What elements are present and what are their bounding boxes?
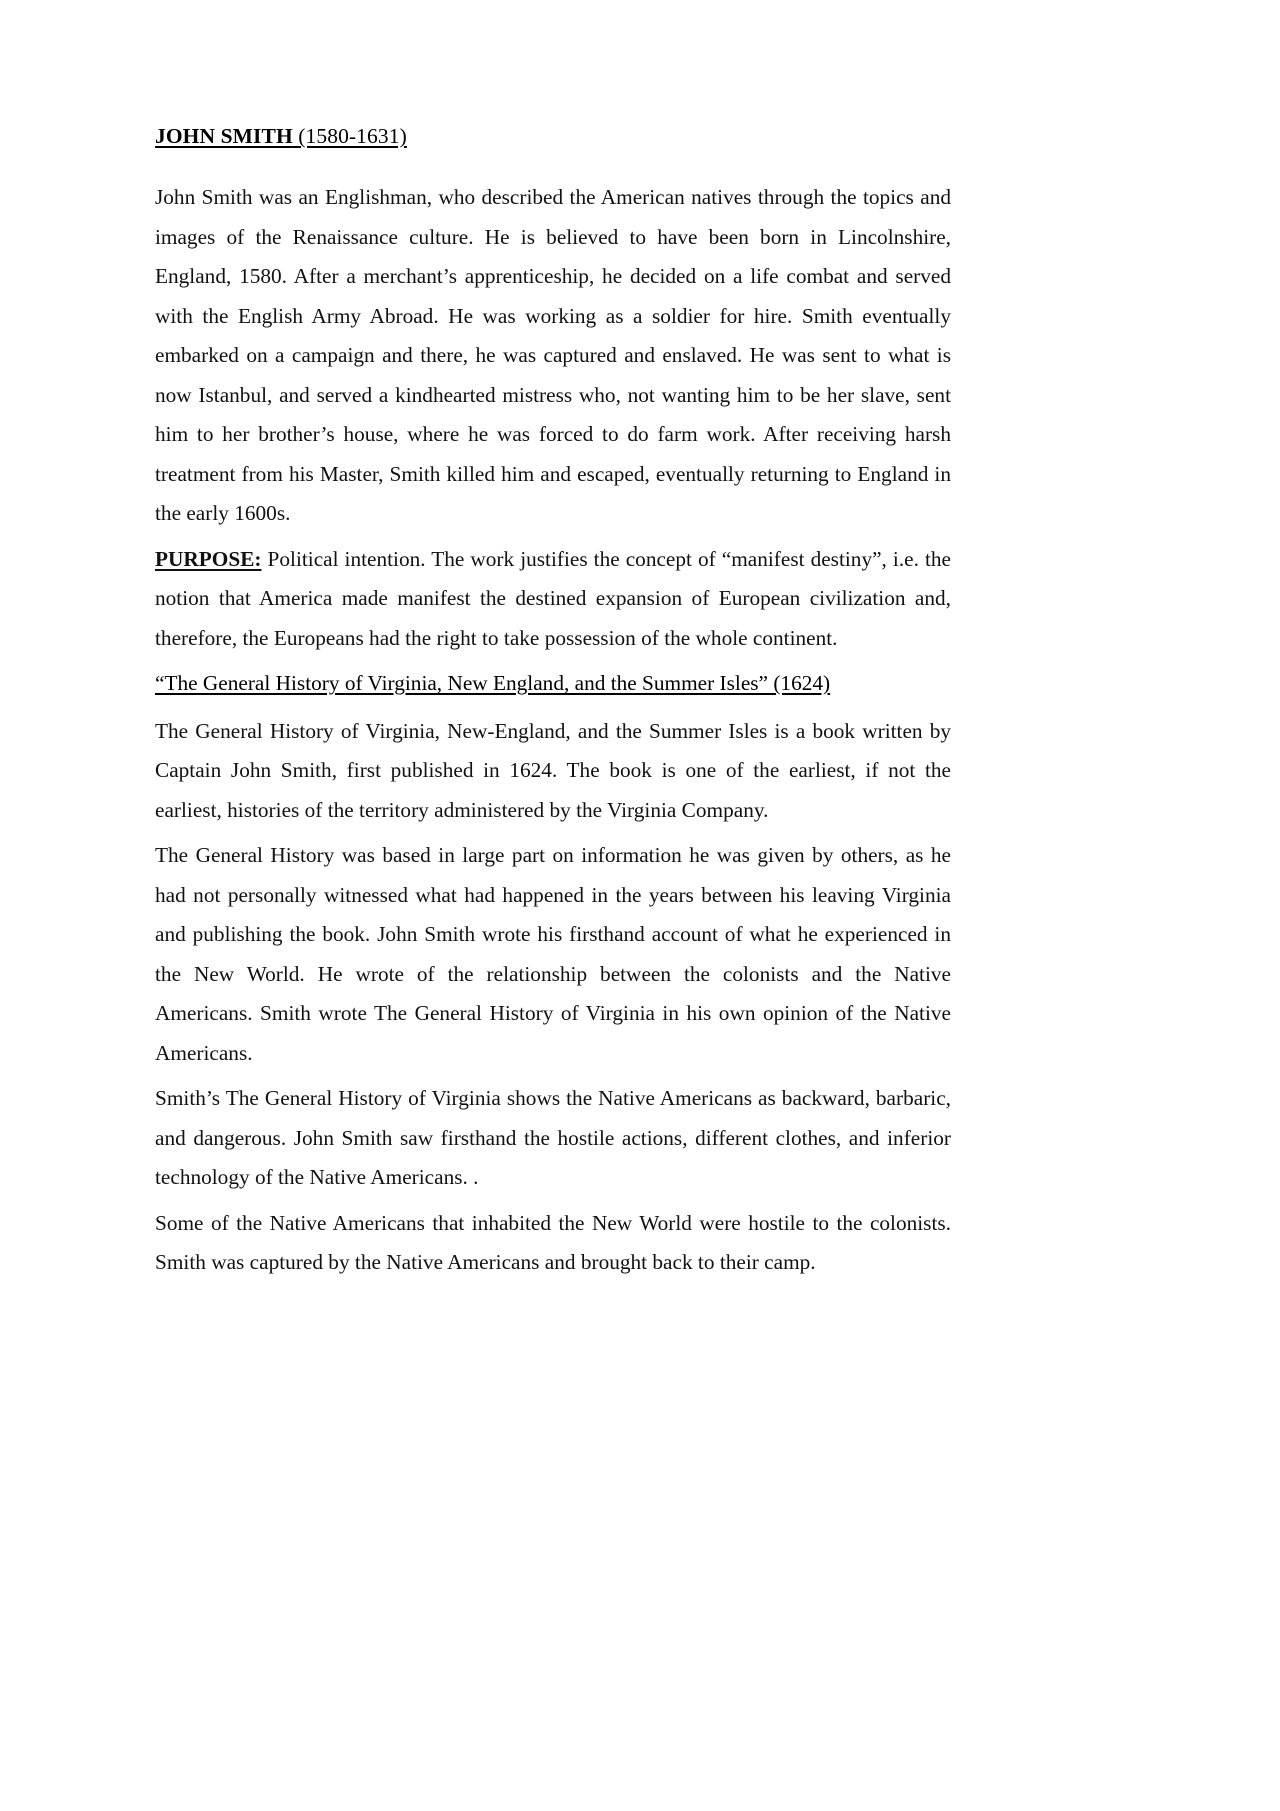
paragraph-purpose — [155, 540, 951, 659]
paragraph-book-intro: The General History of Virginia, New-England, and the Summer Isles is a book written by Captain John Smith, first published in 1624. The book is one of the earliest, if not the earliest, histories of the territory administered by the Virginia Company. — [155, 718, 951, 822]
paragraph-biography: John Smith was an Englishman, who described the American natives through the topics and images of the Renaissance culture. He is believed to have been born in Lincolnshire, England, 1580. After a merchant’s apprenticeship, he decided on a life combat and served with the English Army Abroad. He was working as a soldier for hire. Smith eventually embarked on a campaign and there, he was captured and enslaved. He was sent to what is now Istanbul, and served a kindhearted mistress who, not wanting him to be her slave, sent him to her brother’s house, where he was forced to do farm work. After receiving harsh treatment from his Master, Smith killed him and escaped, eventually returning to England in the early 1600s. — [155, 185, 951, 526]
page-title-name: JOHN SMITH — [155, 124, 293, 148]
spacer-3 — [155, 704, 951, 712]
document-body — [155, 122, 951, 1283]
page-title-dates: (1580-1631) — [292, 124, 407, 148]
paragraph-portrayal: Smith’s The General History of Virginia shows the Native Americans as backward, barbaric, and dangerous. John Smith saw firsthand the hostile actions, different clothes, and inferior technology of the Native Americans. . — [155, 1086, 951, 1190]
spacer-after-title — [155, 151, 951, 178]
paragraph-hostility: Some of the Native Americans that inhabited the New World were hostile to the colonists. Smith was captured by the Native Americans and brought back to their camp. — [155, 1210, 951, 1275]
purpose-text: Political intention. The work justifies the concept of “manifest destiny”, i.e. the notion that America made manifest the destined expansion of European civilization and, therefore, the Europeans had the right to take possession of the whole continent. — [155, 546, 951, 650]
section-heading-general-history: “The General History of Virginia, New England, and the Summer Isles” (1624) — [155, 671, 831, 696]
paragraph-sources: The General History was based in large part on information he was given by others, as he had not personally witnessed what had happened in the years between his leaving Virginia and publishing the book. John Smith wrote his firsthand account of what he experienced in the New World. He wrote of the relationship between the colonists and the Native Americans. Smith wrote The General History of Virginia in his own opinion of the Native Americans. — [155, 843, 951, 1065]
purpose-label: PURPOSE: — [155, 546, 262, 571]
page-title — [155, 122, 951, 151]
